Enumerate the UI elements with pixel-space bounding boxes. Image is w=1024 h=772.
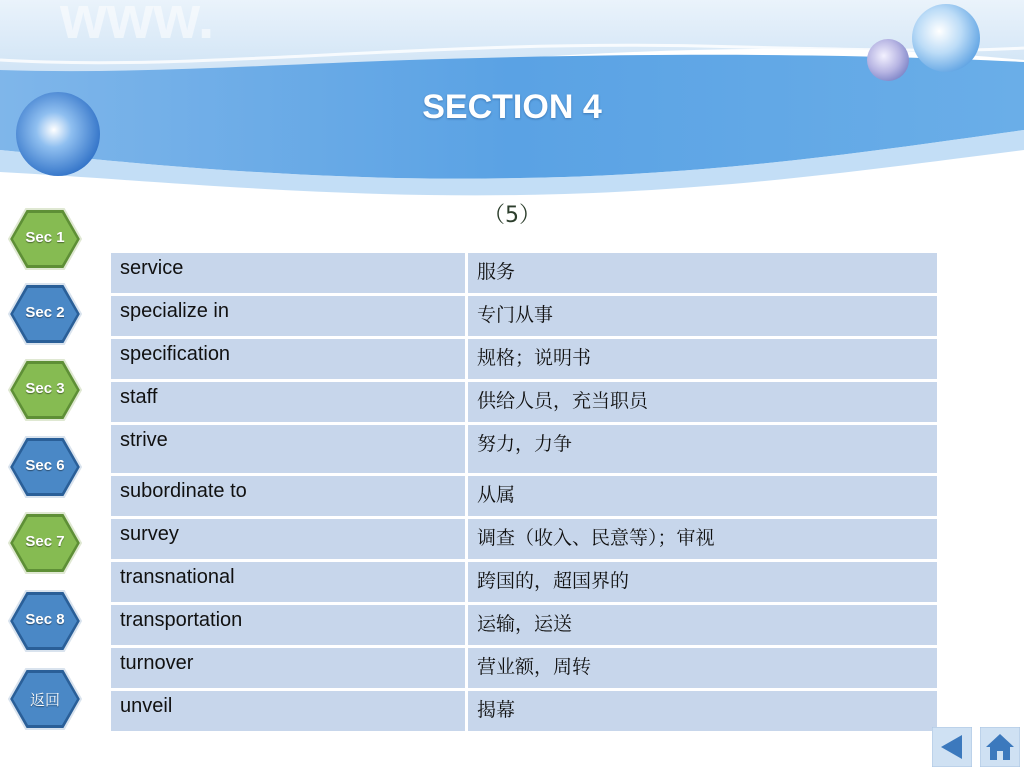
svg-text:www.: www. (60, 0, 215, 51)
table-row (110, 647, 939, 690)
table-row (110, 295, 939, 338)
term-cell: transnational (110, 561, 467, 604)
table-row (110, 338, 939, 381)
nav-button-label: Sec 6 (25, 457, 65, 474)
term-cell: service (110, 252, 467, 295)
nav-button-label: Sec 3 (25, 380, 65, 397)
term-cell: specification (110, 338, 467, 381)
table-row (110, 381, 939, 424)
slide-title: SECTION 4 (422, 88, 602, 126)
vocabulary-table (108, 250, 940, 734)
translation-cell: 努力，力争 (467, 424, 939, 475)
nav-button-label: Sec 7 (25, 533, 65, 550)
term-cell: transportation (110, 604, 467, 647)
translation-cell: 运输，运送 (467, 604, 939, 647)
table-row (110, 518, 939, 561)
nav-button-sec-3[interactable] (8, 358, 82, 422)
nav-button-sec-1[interactable] (8, 207, 82, 271)
nav-button-label: Sec 8 (25, 611, 65, 628)
translation-cell: 从属 (467, 475, 939, 518)
translation-cell: 调查（收入、民意等）；审视 (467, 518, 939, 561)
term-cell: unveil (110, 690, 467, 733)
term-cell: turnover (110, 647, 467, 690)
nav-button-label: 返回 (29, 691, 60, 709)
triangle-left-icon (932, 727, 972, 767)
translation-cell: 规格；说明书 (467, 338, 939, 381)
table-row (110, 561, 939, 604)
table-row (110, 475, 939, 518)
home-button[interactable] (980, 727, 1020, 767)
slide-subtitle: （5） (483, 203, 541, 228)
term-cell: specialize in (110, 295, 467, 338)
term-cell: survey (110, 518, 467, 561)
nav-button-sec-8[interactable] (8, 589, 82, 653)
table-row (110, 690, 939, 733)
nav-button-label: Sec 1 (25, 229, 65, 246)
translation-cell: 跨国的，超国界的 (467, 561, 939, 604)
term-cell: staff (110, 381, 467, 424)
term-cell: subordinate to (110, 475, 467, 518)
translation-cell: 揭幕 (467, 690, 939, 733)
translation-cell: 营业额，周转 (467, 647, 939, 690)
table-row (110, 424, 939, 475)
nav-button-sec-7[interactable] (8, 511, 82, 575)
translation-cell: 供给人员，充当职员 (467, 381, 939, 424)
back-button[interactable] (932, 727, 972, 767)
nav-button-sec-2[interactable] (8, 282, 82, 346)
table-row (110, 604, 939, 647)
translation-cell: 服务 (467, 252, 939, 295)
nav-button-sec-6[interactable] (8, 435, 82, 499)
nav-button-return[interactable] (8, 667, 82, 731)
term-cell: strive (110, 424, 467, 475)
home-icon (980, 727, 1020, 767)
translation-cell: 专门从事 (467, 295, 939, 338)
nav-button-label: Sec 2 (25, 304, 65, 321)
table-row (110, 252, 939, 295)
